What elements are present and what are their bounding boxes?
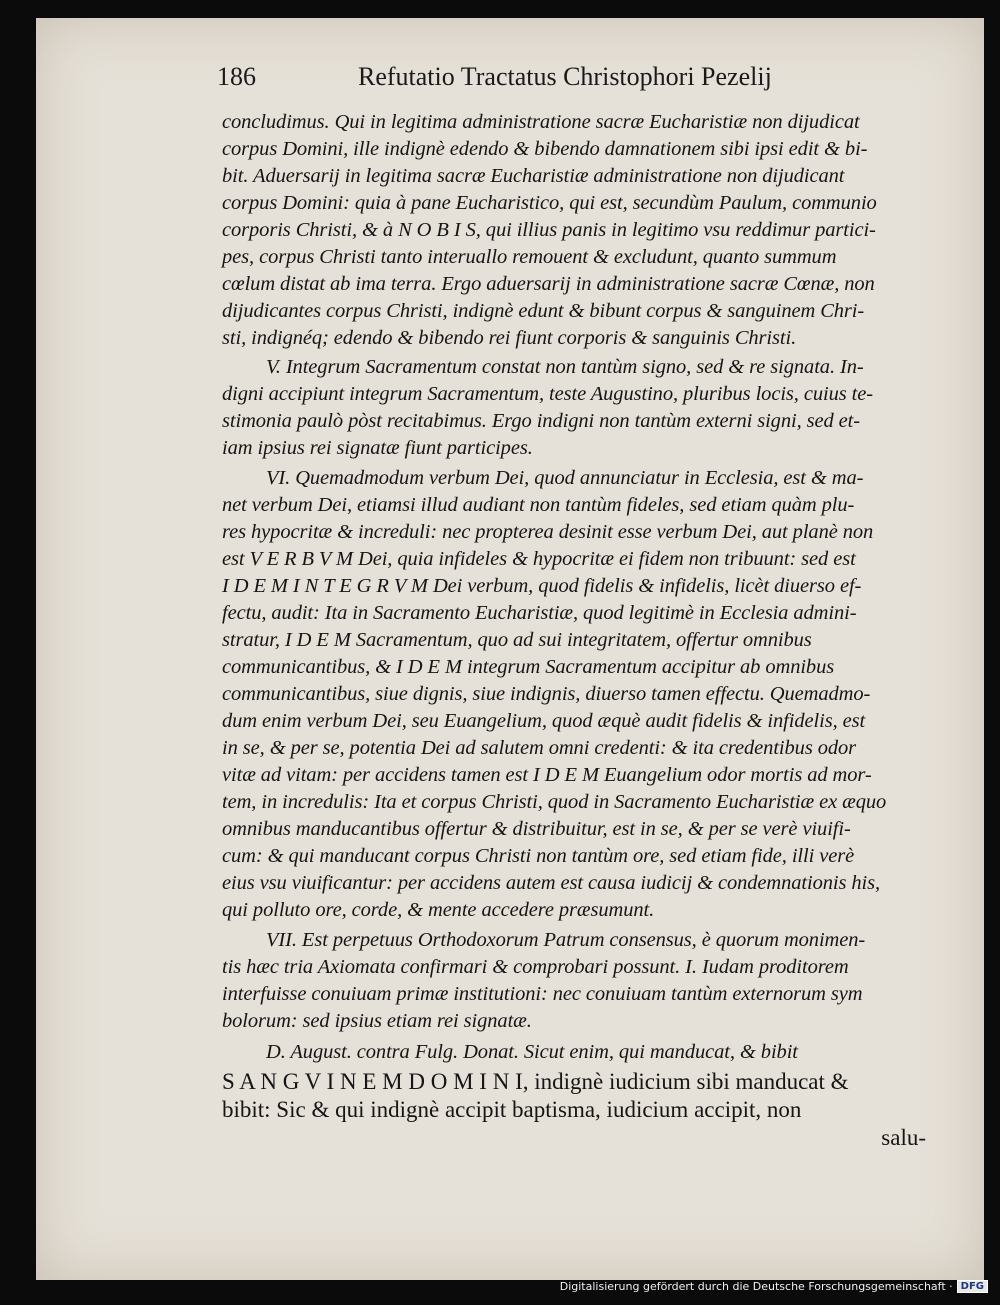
text-line: in se, & per se, potentia Dei ad salutem omni credenti: & ita credentibus odor bbox=[222, 737, 857, 759]
dfg-logo: DFG bbox=[957, 1280, 988, 1293]
text-line: I D E M I N T E G R V M Dei verbum, quod fidelis & infidelis, licèt diuerso ef- bbox=[222, 575, 862, 597]
text-line: iam ipsius rei signatæ fiunt participes. bbox=[222, 437, 533, 459]
paragraph-first-line: VI. Quemadmodum verbum Dei, quod annunciatur in Ecclesia, est & ma- bbox=[266, 467, 864, 489]
text-line: dijudicantes corpus Christi, indignè edunt & bibunt corpus & sanguinem Chri- bbox=[222, 300, 865, 322]
text-line: bit. Aduersarij in legitima sacræ Eucharistiæ administratione non dijudicant bbox=[222, 165, 845, 187]
book-page bbox=[36, 18, 984, 1280]
text-line: corpus Domini: quia à pane Eucharistico, qui est, secundùm Paulum, communio bbox=[222, 192, 877, 214]
text-line: cum: & qui manducant corpus Christi non tantùm ore, sed etiam fide, illi verè bbox=[222, 845, 855, 867]
text-line: bolorum: sed ipsius etiam rei signatæ. bbox=[222, 1010, 532, 1032]
text-line: communicantibus, & I D E M integrum Sacramentum accipitur ab omnibus bbox=[222, 656, 835, 678]
paragraph-first-line: V. Integrum Sacramentum constat non tantùm signo, sed & re signata. In- bbox=[266, 356, 864, 378]
text-line: tis hæc tria Axiomata confirmari & comprobari possunt. I. Iudam proditorem bbox=[222, 956, 849, 978]
text-line: stratur, I D E M Sacramentum, quo ad sui integritatem, offertur omnibus bbox=[222, 629, 812, 651]
text-line: concludimus. Qui in legitima administratione sacræ Eucharistiæ non dijudicat bbox=[222, 111, 860, 133]
text-line: stimonia paulò pòst recitabimus. Ergo indigni non tantùm externi signi, sed et- bbox=[222, 410, 861, 432]
text-line: omnibus manducantibus offertur & distribuitur, est in se, & per se verè viuifi- bbox=[222, 818, 851, 840]
text-line: qui polluto ore, corde, & mente accedere præsumunt. bbox=[222, 899, 655, 921]
text-line: dum enim verbum Dei, seu Euangelium, quod æquè audit fidelis & infidelis, est bbox=[222, 710, 866, 732]
text-line: net verbum Dei, etiamsi illud audiant non tantùm fideles, sed etiam quàm plu- bbox=[222, 494, 855, 516]
text-line: communicantibus, siue dignis, siue indignis, diuerso tamen effectu. Quemadmo- bbox=[222, 683, 871, 705]
text-line: interfuisse conuiuam primæ institutioni: nec conuiuam tantùm externorum sym bbox=[222, 983, 863, 1005]
credit-text: Digitalisierung gefördert durch die Deutsche Forschungsgemeinschaft · bbox=[559, 1280, 953, 1293]
running-title: Refutatio Tractatus Christophori Pezelij bbox=[358, 62, 772, 91]
text-line: est V E R B V M Dei, quia infideles & hypocritæ ei fidem non tribuunt: sed est bbox=[222, 548, 856, 570]
digitization-credit bbox=[560, 1280, 988, 1293]
page-number: 186 bbox=[217, 62, 256, 91]
text-line: corpus Domini, ille indignè edendo & bibendo damnationem sibi ipsi edit & bi- bbox=[222, 138, 868, 160]
text-line: pes, corpus Christi tanto interuallo remouent & excludunt, quanto summum bbox=[222, 246, 837, 268]
text-line: corporis Christi, & à N O B I S, qui illius panis in legitimo vsu reddimur partici- bbox=[222, 219, 876, 241]
text-line: cœlum distat ab ima terra. Ergo aduersarij in administratione sacræ Cœnæ, non bbox=[222, 273, 875, 295]
text-line: fectu, audit: Ita in Sacramento Eucharistiæ, quod legitimè in Ecclesia admini- bbox=[222, 602, 857, 624]
paragraph-first-line: VII. Est perpetuus Orthodoxorum Patrum consensus, è quorum monimen- bbox=[266, 929, 866, 951]
text-line: eius vsu viuificantur: per accidens autem est causa iudicij & condemnationis his, bbox=[222, 872, 881, 894]
text-line: digni accipiunt integrum Sacramentum, teste Augustino, pluribus locis, cuius te- bbox=[222, 383, 873, 405]
quotation-line: bibit: Sic & qui indignè accipit baptisma, iudicium accipit, non bbox=[222, 1097, 802, 1122]
page-header bbox=[217, 62, 837, 102]
quotation-line: S A N G V I N E M D O M I N I, indignè iudicium sibi manducat & bbox=[222, 1069, 849, 1094]
text-line: sti, indignéq; edendo & bibendo rei fiunt corporis & sanguinis Christi. bbox=[222, 327, 797, 349]
citation-line: D. August. contra Fulg. Donat. Sicut enim, qui manducat, & bibit bbox=[266, 1041, 798, 1063]
text-block bbox=[222, 111, 932, 1150]
text-line: res hypocritæ & increduli: nec propterea desinit esse verbum Dei, aut planè non bbox=[222, 521, 874, 543]
catchword: salu- bbox=[881, 1125, 926, 1150]
text-line: vitæ ad vitam: per accidens tamen est I D E M Euangelium odor mortis ad mor- bbox=[222, 764, 872, 786]
text-line: tem, in incredulis: Ita et corpus Christi, quod in Sacramento Eucharistiæ ex æquo bbox=[222, 791, 887, 813]
